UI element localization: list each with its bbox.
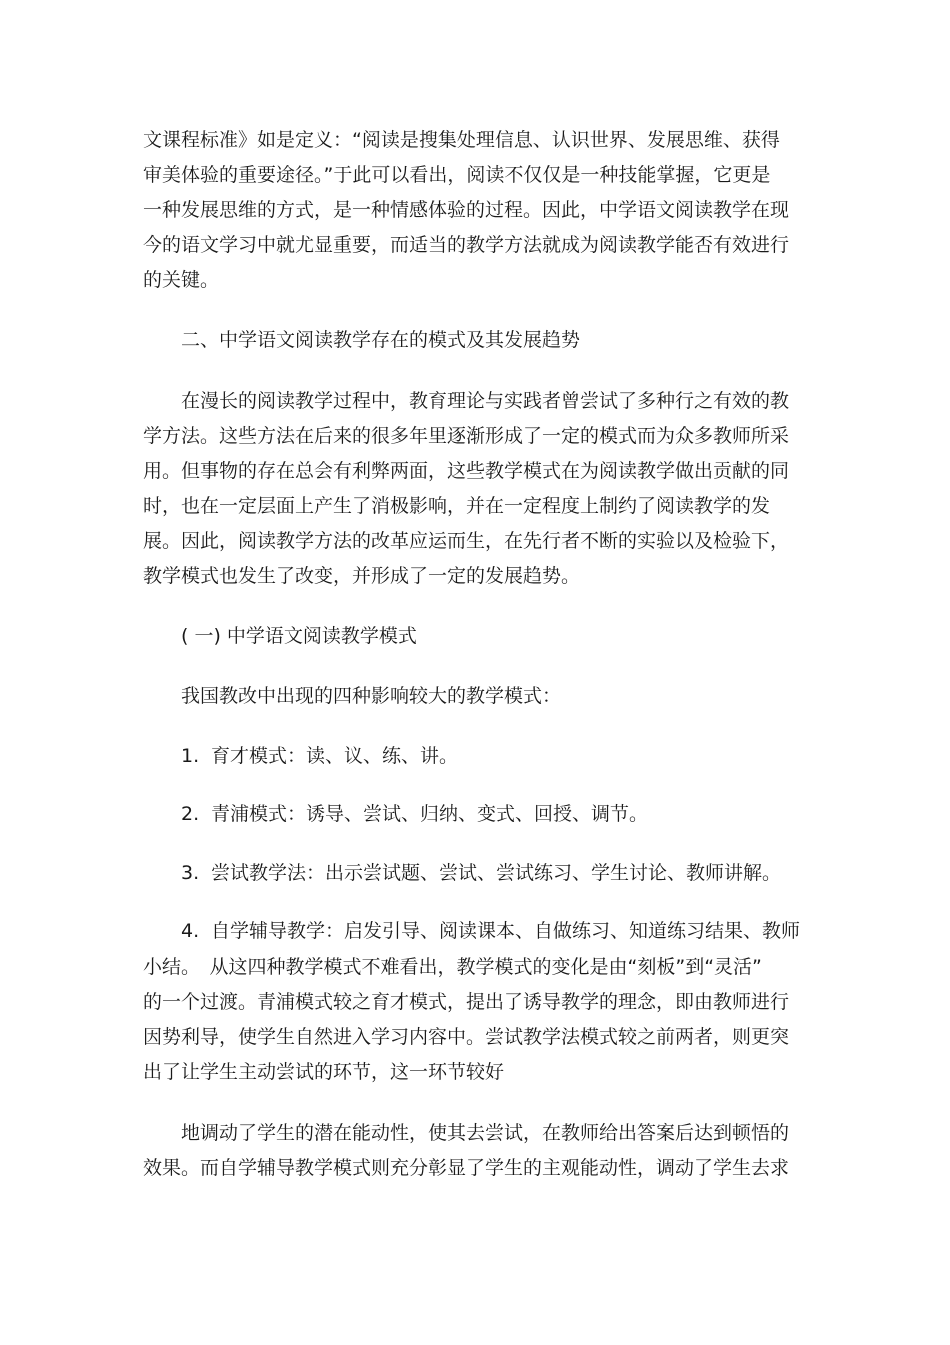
paragraph-2-line-1: 在漫长的阅读教学过程中，教育理论与实践者曾尝试了多种行之有效的教 (181, 390, 790, 412)
list-number: 3. (181, 862, 200, 884)
paragraph-3: 我国教改中出现的四种影响较大的教学模式： (181, 685, 562, 707)
list-number: 4. (181, 920, 200, 942)
subheading-1: ( 一) 中学语文阅读教学模式 (181, 625, 417, 647)
paragraph-5-line-1: 地调动了学生的潜在能动性，使其去尝试，在教师给出答案后达到顿悟的 (181, 1122, 790, 1144)
paragraph-2-line-6: 教学模式也发生了改变，并形成了一定的发展趋势。 (143, 565, 581, 587)
paragraph-2-line-2: 学方法。这些方法在后来的很多年里逐渐形成了一定的模式而为众多教师所采 (143, 425, 790, 447)
list-text: 青浦模式：诱导、尝试、归纳、变式、回授、调节。 (211, 803, 649, 825)
paragraph-4-line-1: 小结。 从这四种教学模式不难看出，教学模式的变化是由“刻板”到“灵活” (143, 956, 762, 978)
paragraph-4-line-4: 出了让学生主动尝试的环节，这一环节较好 (143, 1061, 505, 1083)
list-number: 1. (181, 745, 200, 767)
paragraph-5-line-2: 效果。而自学辅导教学模式则充分彰显了学生的主观能动性，调动了学生去求 (143, 1157, 790, 1179)
paragraph-1-line-3: 一种发展思维的方式，是一种情感体验的过程。因此，中学语文阅读教学在现 (143, 199, 790, 221)
paragraph-1-line-2: 审美体验的重要途径。”于此可以看出，阅读不仅仅是一种技能掌握，它更是 (143, 164, 771, 186)
paragraph-2-line-4: 时，也在一定层面上产生了消极影响，并在一定程度上制约了阅读教学的发 (143, 495, 771, 517)
paragraph-2-line-5: 展。因此，阅读教学方法的改革应运而生，在先行者不断的实验以及检验下， (143, 530, 790, 552)
paragraph-1-line-5: 的关键。 (143, 269, 220, 291)
paragraph-2-line-3: 用。但事物的存在总会有利弊两面，这些教学模式在为阅读教学做出贡献的同 (143, 460, 790, 482)
list-item-2 (181, 802, 648, 826)
paragraph-1-line-1: 文课程标准》如是定义：“阅读是搜集处理信息、认识世界、发展思维、获得 (143, 129, 780, 151)
list-item-4 (181, 919, 800, 943)
section-2-heading: 二、中学语文阅读教学存在的模式及其发展趋势 (181, 329, 581, 351)
list-text: 自学辅导教学：启发引导、阅读课本、自做练习、知道练习结果、教师 (211, 920, 801, 942)
paragraph-4-line-2: 的一个过渡。青浦模式较之育才模式，提出了诱导教学的理念，即由教师进行 (143, 991, 790, 1013)
list-item-3 (181, 861, 781, 885)
paragraph-4-line-3: 因势利导，使学生自然进入学习内容中。尝试教学法模式较之前两者，则更突 (143, 1026, 790, 1048)
list-text: 育才模式：读、议、练、讲。 (211, 745, 459, 767)
list-text: 尝试教学法：出示尝试题、尝试、尝试练习、学生讨论、教师讲解。 (211, 862, 782, 884)
paragraph-1-line-4: 今的语文学习中就尤显重要，而适当的教学方法就成为阅读教学能否有效进行 (143, 234, 790, 256)
list-item-1 (181, 744, 458, 768)
list-number: 2. (181, 803, 200, 825)
